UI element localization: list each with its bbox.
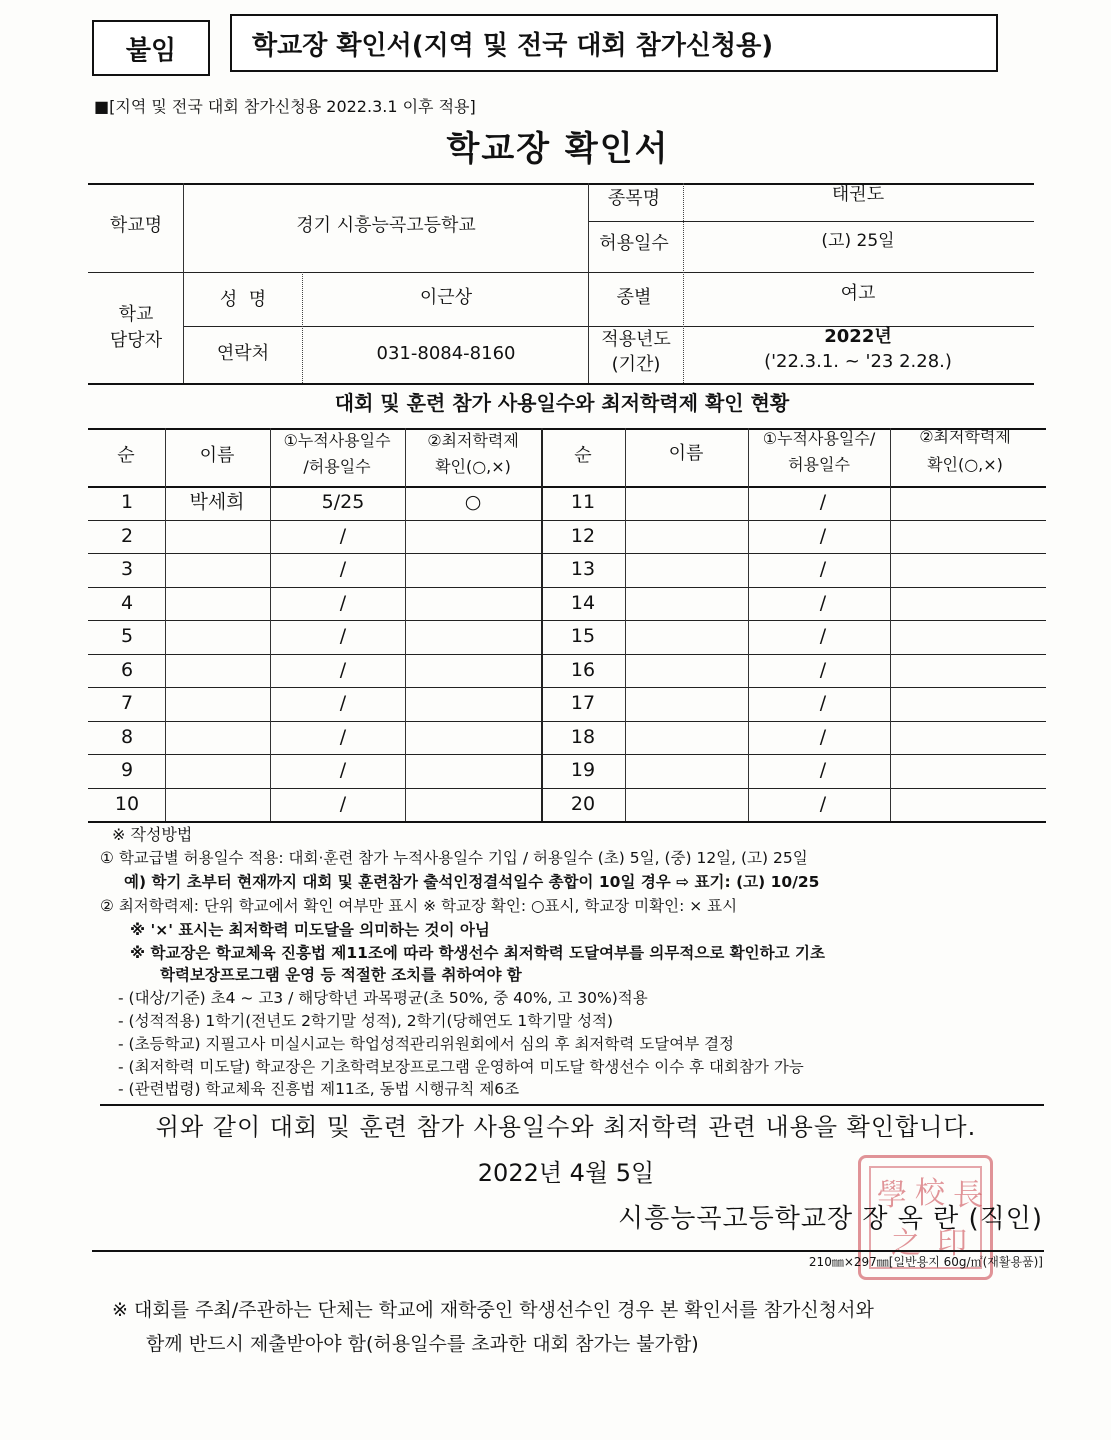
confirmation-statement: 위와 같이 대회 및 훈련 참가 사용일수와 최저학력 관련 내용을 확인합니다. [155,1113,977,1141]
note-4b: 학력보장프로그램 운영 등 적절한 조치를 취하여야 함 [160,966,522,984]
document-title: 학교장 확인서 [446,129,670,169]
header-title: 학교장 확인서(지역 및 전국 대회 참가신청용) [252,30,774,61]
period-year-value: 2022년 [824,326,892,347]
row-no-left: 4 [120,591,134,614]
row-no-right: 13 [570,558,596,580]
header-days-right-1: ①누적사용일수/ [762,429,876,448]
attachment-tag-box [92,20,210,76]
row-no-left: 3 [120,558,134,580]
manager-label-line2: 담당자 [109,330,163,351]
event-value: 태권도 [831,184,885,205]
header-name-right: 이름 [668,443,704,464]
row-no-right: 20 [570,792,596,815]
row-days-right: / [819,692,827,714]
row-days-left: / [339,591,347,614]
principal-signature: 시흥능곡고등학교장 장 옥 란 (직인) [618,1204,1043,1234]
row-days-left: / [339,658,347,681]
info-bottom-rule [88,383,1034,385]
attachment-tag: 붙임 [125,35,177,66]
header-check-right-2: 확인(○,×) [927,455,1003,474]
info-top-rule [88,183,1034,185]
row-no-left: 7 [120,692,134,714]
row-days-right: / [819,792,827,815]
row-no-right: 11 [570,491,596,513]
note-1b: 예) 학기 초부터 현재까지 대회 및 훈련참가 출석인정결석일수 총합이 10일 경우 ⇨ 표기: (고) 10/25 [124,873,820,891]
category-label: 종별 [616,287,652,308]
row-days-left: / [339,625,347,647]
row-no-right: 16 [570,658,596,681]
contact-label: 연락처 [216,343,270,364]
row-no-left: 10 [114,792,140,815]
note-2: ② 최저학력제: 단위 학교에서 확인 여부만 표시 ※ 학교장 확인: ○표시, 학교장 미확인: × 표시 [100,897,738,915]
status-table-title: 대회 및 훈련 참가 사용일수와 최저학력제 확인 현황 [334,391,790,415]
school-name-value: 경기 시흥능곡고등학교 [296,215,476,236]
confirm-top-rule [100,1104,1044,1106]
contact-value: 031-8084-8160 [376,343,516,364]
note-3: ※ '×' 표시는 최저학력 미도달을 의미하는 것이 아님 [130,921,490,939]
manager-name-value: 이근상 [419,287,473,308]
row-no-left: 6 [120,658,134,681]
header-name-left: 이름 [199,445,235,466]
status-top-rule [88,428,1046,430]
applicable-note: ■[지역 및 전국 대회 참가신청용 2022.3.1 이후 적용] [94,97,476,116]
row-check-left: ○ [464,491,482,513]
row-days-right: / [819,558,827,580]
row-days-left: / [339,558,347,580]
row-days-right: / [819,725,827,748]
school-name-label: 학교명 [109,215,163,236]
period-range-value: ('22.3.1. ~ '23 2.28.) [764,351,952,372]
row-days-left: / [339,692,347,714]
header-title-box [230,14,998,72]
row-no-left: 1 [120,491,134,513]
detail-1: - (대상/기준) 초4 ~ 고3 / 해당학년 과목평균(초 50%, 중 40%, 고 30%)적용 [118,989,648,1007]
row-no-right: 18 [570,725,596,748]
confirmation-date: 2022년 4월 5일 [477,1159,655,1187]
row-no-right: 14 [570,591,596,614]
row-days-right: / [819,759,827,781]
row-days-right: / [819,591,827,614]
manager-label-line1: 학교 [118,304,154,325]
allowed-days-value: (고) 25일 [821,231,895,251]
row-days-left: / [339,725,347,748]
row-days-right: / [819,625,827,647]
detail-4: - (최저학력 미도달) 학교장은 기초학력보장프로그램 운영하여 미도달 학생선수 이수 후 대회참가 가능 [118,1058,804,1076]
header-no-right: 순 [574,445,592,466]
row-days-left: / [339,524,347,547]
header-check-left-2: 확인(○,×) [435,457,511,476]
manager-name-label: 성 명 [219,289,267,310]
allowed-days-label: 허용일수 [599,233,669,254]
row-no-right: 19 [570,759,596,781]
header-days-left-2: /허용일수 [303,457,371,476]
paper-spec: 210㎜×297㎜[일반용지 60g/㎡(재활용품)] [808,1255,1043,1269]
detail-2: - (성적적용) 1학기(전년도 2학기말 성적), 2학기(당해연도 1학기말 성적) [118,1012,614,1030]
note-1a: ① 학교급별 허용일수 적용: 대회·훈련 참가 누적사용일수 기입 / 허용일수 (초) 5일, (중) 12일, (고) 25일 [100,849,808,867]
header-days-left-1: ①누적사용일수 [283,431,391,450]
row-no-left: 2 [120,524,134,547]
period-label-line1: 적용년도 [601,329,671,350]
detail-5: - (관련법령) 학교체육 진흥법 제11조, 동법 시행규칙 제6조 [118,1080,520,1098]
header-no-left: 순 [117,445,135,466]
row-days-right: / [819,491,827,513]
detail-3: - (초등학교) 지필고사 미실시교는 학업성적관리위원회에서 심의 후 최저학력 도달여부 결정 [118,1035,735,1053]
header-check-right-1: ②최저학력제 [919,427,1011,446]
period-label-line2: (기간) [611,354,661,375]
instructions-heading: ※ 작성방법 [112,825,193,844]
row-no-right: 12 [570,524,596,547]
submission-note-line2: 함께 반드시 제출받아야 함(허용일수를 초과한 대회 참가는 불가함) [146,1333,699,1355]
note-4a: ※ 학교장은 학교체육 진흥법 제11조에 따라 학생선수 최저학력 도달여부를 의무적으로 확인하고 기초 [130,944,825,962]
row-no-left: 9 [120,759,134,781]
row-days-left: / [339,792,347,815]
row-days-left: 5/25 [321,491,365,513]
submission-note-line1: ※ 대회를 주최/주관하는 단체는 학교에 재학중인 학생선수인 경우 본 확인서를 참가신청서와 [112,1299,874,1321]
row-name-left: 박세희 [189,491,245,513]
category-value: 여고 [840,283,876,304]
status-bottom-rule [88,821,1046,823]
event-label: 종목명 [607,188,661,209]
row-no-right: 15 [570,625,596,647]
row-no-left: 5 [120,625,134,647]
row-days-left: / [339,759,347,781]
row-no-left: 8 [120,725,134,748]
official-seal: 學 校 長 之 印 [858,1155,993,1280]
confirm-bottom-rule [92,1250,1044,1252]
row-days-right: / [819,658,827,681]
row-no-right: 17 [570,692,596,714]
header-check-left-1: ②최저학력제 [427,431,519,450]
row-days-right: / [819,524,827,547]
status-header-rule [88,486,1046,488]
header-days-right-2: 허용일수 [788,455,850,474]
